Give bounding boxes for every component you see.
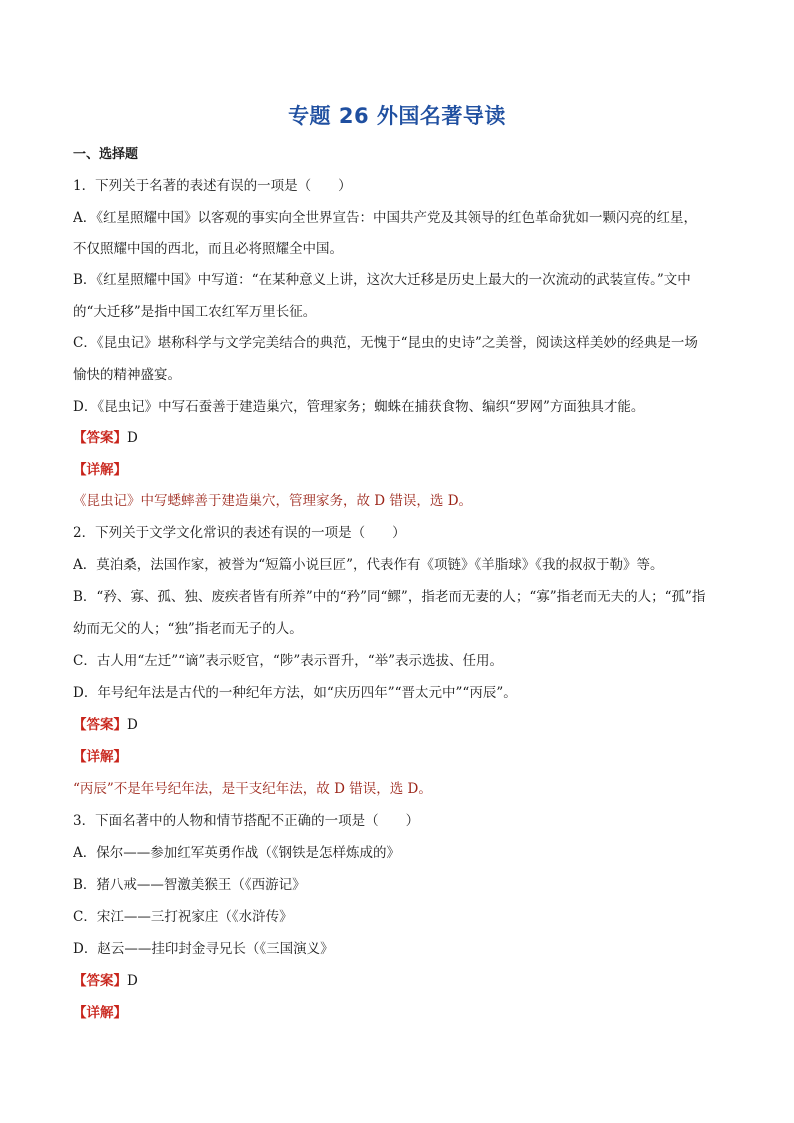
q2-option-b-line2: 幼而无父的人；“独”指老而无子的人。	[73, 621, 303, 637]
q1-stem: 1．下列关于名著的表述有误的一项是（ ）	[73, 178, 352, 194]
q3-option-d: D．赵云——挂印封金寻兄长（《三国演义》	[73, 941, 334, 957]
q2-option-c: C．古人用“左迁”“谪”表示贬官，“陟”表示晋升，“举”表示选拔、任用。	[73, 653, 504, 669]
q3-answer-value: D	[127, 973, 138, 989]
q1-option-b-line2: 的“大迁移”是指中国工农红军万里长征。	[73, 304, 317, 320]
q1-option-c-line1: C．《昆虫记》堪称科学与文学完美结合的典范，无愧于“昆虫的史诗”之美誉，阅读这样美妙的经典是一场	[73, 335, 698, 351]
q2-explanation: “丙辰”不是年号纪年法，是干支纪年法，故 D 错误，选 D。	[73, 781, 432, 797]
q1-answer-label: 【答案】	[73, 430, 127, 446]
q3-answer	[73, 971, 733, 991]
q1-option-a-line2: 不仅照耀中国的西北，而且必将照耀全中国。	[73, 241, 343, 257]
q3-answer-label: 【答案】	[73, 973, 127, 989]
q2-detail-label: 【详解】	[73, 749, 127, 765]
q2-option-b-line1: B．“矜、寡、孤、独、废疾者皆有所养”中的“矜”同“鳏”，指老而无妻的人；“寡”指老而无夫的人；“孤”指	[73, 589, 706, 605]
q3-option-b: B．猪八戒——智激美猴王（《西游记》	[73, 877, 306, 893]
q2-answer	[73, 715, 733, 735]
q2-answer-value: D	[127, 717, 138, 733]
q3-option-a: A．保尔——参加红军英勇作战（《钢铁是怎样炼成的》	[73, 845, 400, 861]
page-title: 专题 26 外国名著导读	[288, 104, 506, 128]
q1-answer-value: D	[127, 430, 138, 446]
q1-explanation: 《昆虫记》中写蟋蟀善于建造巢穴，管理家务，故 D 错误，选 D。	[73, 493, 473, 509]
q1-option-a-line1: A．《红星照耀中国》以客观的事实向全世界宣告：中国共产党及其领导的红色革命犹如一颗闪亮的红星，	[73, 210, 697, 226]
q1-answer	[73, 428, 733, 448]
q3-stem: 3．下面名著中的人物和情节搭配不正确的一项是（ ）	[73, 813, 420, 829]
q1-option-d: D．《昆虫记》中写石蚕善于建造巢穴，管理家务；蜘蛛在捕获食物、编织“罗网”方面独具才能。	[73, 399, 645, 415]
q1-detail-label: 【详解】	[73, 462, 127, 478]
q2-stem: 2．下列关于文学文化常识的表述有误的一项是（ ）	[73, 525, 406, 541]
q2-option-a: A．莫泊桑，法国作家，被誉为“短篇小说巨匠”，代表作有《项链》《羊脂球》《我的叔叔于勒》等。	[73, 557, 664, 573]
q1-option-c-line2: 愉快的精神盛宴。	[73, 367, 181, 383]
q2-option-d: D．年号纪年法是古代的一种纪年方法，如“庆历四年”“晋太元中”“丙辰”。	[73, 685, 517, 701]
q3-option-c: C．宋江——三打祝家庄（《水浒传》	[73, 909, 293, 925]
q1-option-b-line1: B．《红星照耀中国》中写道：“在某种意义上讲，这次大迁移是历史上最大的一次流动的武装宣传。”文中	[73, 272, 691, 288]
q2-answer-label: 【答案】	[73, 717, 127, 733]
q3-detail-label: 【详解】	[73, 1005, 127, 1021]
section-heading: 一、选择题	[73, 147, 139, 162]
